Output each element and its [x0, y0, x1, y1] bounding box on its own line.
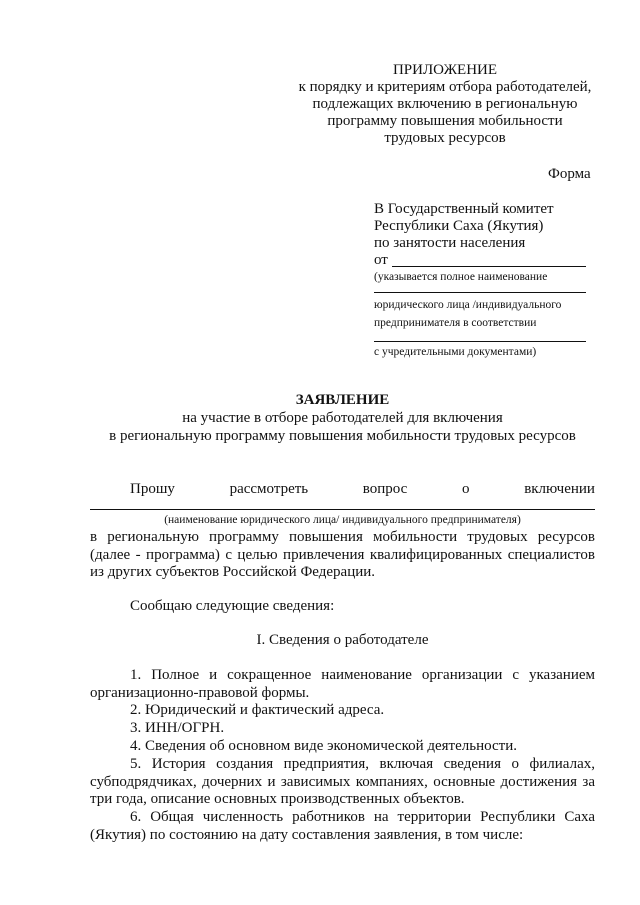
statement-subtitle: в региональную программу повышения мобильности трудовых ресурсов: [109, 428, 576, 444]
addressee-block: [374, 201, 604, 252]
request-line: [130, 481, 595, 498]
from-field-line: [392, 266, 586, 267]
addressee-hint: (указывается полное наименование: [374, 271, 548, 283]
request-word: о: [462, 481, 470, 497]
addressee-line: по занятости населения: [374, 235, 526, 251]
addressee-line: В Государственный комитет: [374, 201, 554, 217]
addressee-field-line: [374, 292, 586, 293]
addressee-hint: юридического лица /индивидуального: [374, 299, 562, 311]
addressee-field-line: [374, 341, 586, 342]
list-item: 1. Полное и сокращенное наименование организации с указанием организационно-правовой формы.: [90, 667, 595, 701]
list-item: 2. Юридический и фактический адреса.: [130, 702, 385, 718]
employer-name-field-line: [90, 509, 595, 510]
request-word: Прошу: [130, 481, 175, 497]
list-item: 5. История создания предприятия, включая сведения о филиалах, субподрядчиках, дочерних и зависимых компаниях, основные достижения за три года, описание основных производственных объектов.: [90, 756, 595, 808]
list-item: 3. ИНН/ОГРН.: [130, 720, 225, 736]
addressee-hint: предпринимателя в соответствии: [374, 317, 537, 329]
list-item: 6. Общая численность работников на территории Республики Саха (Якутия) по состоянию на дату составления заявления, в том числе:: [90, 809, 595, 843]
statement-subtitle: на участие в отборе работодателей для включения: [182, 410, 503, 426]
appendix-line: программу повышения мобильности: [327, 113, 563, 129]
request-word: рассмотреть: [229, 481, 309, 497]
addressee-hint: с учредительными документами): [374, 346, 537, 358]
statement-title: ЗАЯВЛЕНИЕ: [295, 392, 390, 408]
request-word: вопрос: [362, 481, 408, 497]
employer-name-hint: (наименование юридического лица/ индивидуального предпринимателя): [164, 514, 521, 526]
addressee-line: Республики Саха (Якутия): [374, 218, 544, 234]
form-label: Форма: [548, 166, 591, 182]
from-label: от: [374, 252, 388, 268]
appendix-line: к порядку и критериям отбора работодателей,: [298, 79, 592, 95]
appendix-block: [290, 62, 600, 147]
request-word: включении: [524, 481, 595, 497]
appendix-title: ПРИЛОЖЕНИЕ: [392, 62, 498, 78]
section-title: I. Сведения о работодателе: [256, 632, 429, 648]
info-intro: Сообщаю следующие сведения:: [130, 598, 335, 614]
appendix-line: подлежащих включению в региональную: [312, 96, 578, 112]
list-item: 4. Сведения об основном виде экономической деятельности.: [130, 738, 517, 754]
appendix-line: трудовых ресурсов: [384, 130, 506, 146]
request-text: в региональную программу повышения мобильности трудовых ресурсов (далее - программа) с целью привлечения квалифицированных специалистов из других субъектов Российской Федерации.: [90, 529, 595, 581]
